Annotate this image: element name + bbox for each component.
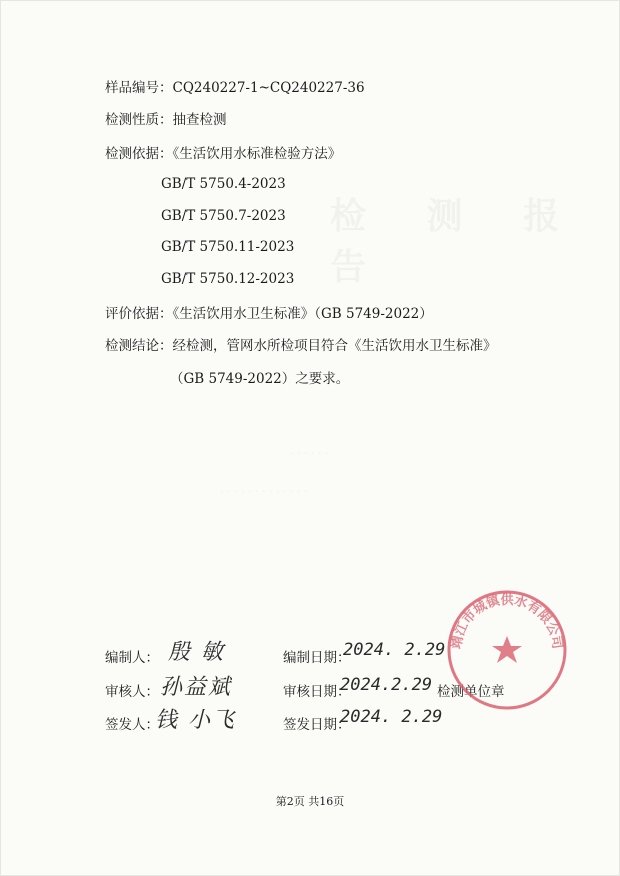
- bleed-through-text: · · · · · ·: [290, 447, 329, 460]
- sample-number-value: CQ240227-1~CQ240227-36: [172, 80, 365, 96]
- seal-text: 靖江市城镇供水有限公司: [449, 593, 565, 651]
- test-nature-value: 抽查检测: [172, 112, 227, 128]
- compiler-signature: 殷 敏: [168, 640, 225, 665]
- test-basis-row: [105, 142, 341, 162]
- compile-date-label: 编制日期：: [283, 650, 351, 666]
- issue-date-label: 签发日期：: [283, 717, 351, 733]
- test-nature-label: 检测性质：: [105, 112, 173, 128]
- reviewer-label: 审核人：: [105, 684, 159, 700]
- issuer-signature: 钱 小飞: [155, 708, 236, 733]
- evaluation-basis-row: [105, 302, 433, 322]
- conclusion-text: 经检测，管网水所检项目符合《生活饮用水卫生标准》: [172, 338, 497, 354]
- standard-item: GB/T 5750.4-2023: [161, 176, 286, 192]
- reviewer-signature: 孙益斌: [160, 675, 233, 700]
- evaluation-basis-value: 《生活饮用水卫生标准》（GB 5749-2022）: [172, 306, 433, 322]
- conclusion-row: [105, 334, 497, 354]
- standard-item: GB/T 5750.7-2023: [161, 208, 286, 224]
- issuer-label: 签发人：: [105, 717, 159, 733]
- sample-number-label: 样品编号：: [105, 80, 173, 96]
- review-date-label: 审核日期：: [283, 684, 351, 700]
- conclusion-continuation: （GB 5749-2022）之要求。: [170, 371, 350, 387]
- test-basis-value: 《生活饮用水标准检验方法》: [172, 146, 342, 162]
- evaluation-basis-label: 评价依据：: [105, 306, 173, 322]
- conclusion-label: 检测结论：: [105, 338, 173, 354]
- review-date: 2024.2.29: [340, 675, 433, 695]
- standard-item: GB/T 5750.11-2023: [161, 239, 295, 255]
- compiler-label: 编制人：: [105, 650, 159, 666]
- watermark-text: 检 测 报 告: [330, 195, 584, 288]
- compile-date: 2024. 2.29: [343, 640, 446, 660]
- company-seal: [445, 588, 569, 712]
- test-basis-label: 检测依据：: [105, 146, 173, 162]
- unit-seal-label: 检测单位章: [437, 684, 505, 700]
- sample-number-row: [105, 76, 365, 96]
- page-footer: 第2页 共16页: [275, 795, 345, 808]
- bleed-through-text: · · · · · · · · · · · · ·: [220, 485, 308, 498]
- standard-item: GB/T 5750.12-2023: [161, 271, 295, 287]
- seal-star: [492, 636, 522, 663]
- test-nature-row: [105, 108, 227, 128]
- issue-date: 2024. 2.29: [340, 707, 443, 727]
